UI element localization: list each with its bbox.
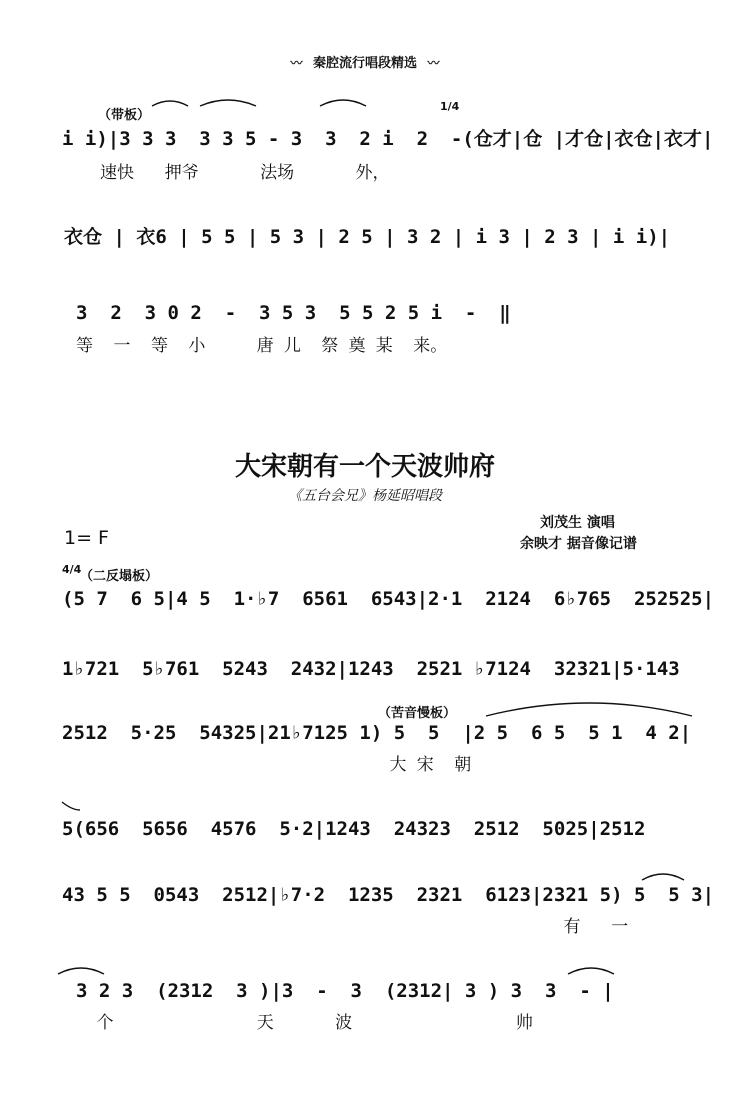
- lyrics-line-9: 个 天 波 帅: [76, 1013, 533, 1033]
- lyrics-line-3: 等 一 等 小 唐 儿 祭 奠 某 来。: [76, 336, 448, 356]
- notation-line-1: i i)|3 3 3 3 3 5 - 3 3 2 i 2 -(仓才|仓 |才仓|衣仓|衣才|: [62, 128, 714, 150]
- slur-mark: [484, 696, 694, 718]
- slur-mark: [318, 98, 368, 108]
- notation-line-8: 43 5 5 0543 2512|♭7·2 1235 2321 6123|2321 5) 5 5 3|: [62, 884, 715, 906]
- slur-mark: [60, 800, 82, 812]
- key-signature: 1= F: [64, 527, 109, 549]
- lyrics-line-6: 大 宋 朝: [62, 755, 472, 775]
- notation-line-2: 衣仓 | 衣6 | 5 5 | 5 3 | 2 5 | 3 2 | i 3 | 2 3 | i i)|: [64, 226, 671, 248]
- tempo-tag-erfan: （二反塌板）: [80, 569, 159, 584]
- transcriber-credit: 余映才 据音像记谱: [520, 536, 637, 552]
- notation-line-3: 3 2 3 0 2 - 3 5 3 5 5 2 5 i - ‖: [76, 302, 511, 324]
- song-title: 大宋朝有一个天波帅府: [234, 452, 495, 482]
- slur-mark: [198, 98, 258, 108]
- slur-mark: [640, 872, 686, 882]
- book-title: 秦腔流行唱段精选: [312, 56, 417, 71]
- singer-credit: 刘茂生 演唱: [540, 515, 615, 531]
- meter-change: 1/4: [440, 100, 460, 113]
- lyrics-line-1: 速快 押爷 法场 外，: [100, 163, 390, 183]
- lyrics-line-8: 有 一: [62, 917, 629, 937]
- tempo-tag-kuyin: （苦音慢板）: [378, 706, 457, 721]
- slur-mark: [56, 966, 106, 976]
- ornament-right-icon: 〰: [427, 56, 440, 70]
- ornament-left-icon: 〰: [290, 56, 303, 70]
- notation-line-7: 5(656 5656 4576 5·2|1243 24323 2512 5025|2512: [62, 818, 646, 840]
- tempo-tag-banban: （带板）: [98, 108, 151, 123]
- meter-signature: 4/4: [62, 563, 82, 576]
- song-subtitle: 《五台会兄》杨延昭唱段: [288, 488, 442, 504]
- slur-mark: [150, 98, 190, 108]
- notation-line-6: 2512 5·25 54325|21♭7125 1) 5 5 |2 5 6 5 5 1 4 2|: [62, 722, 692, 744]
- notation-line-9: 3 2 3 (2312 3 )|3 - 3 (2312| 3 ) 3 3 - |: [76, 980, 614, 1002]
- notation-line-5: 1♭721 5♭761 5243 2432|1243 2521 ♭7124 32321|5·143: [62, 658, 680, 680]
- notation-line-4: (5 7 6 5|4 5 1·♭7 6561 6543|2·1 2124 6♭765 252525|: [62, 588, 715, 610]
- slur-mark: [566, 966, 616, 976]
- book-header: [0, 52, 730, 71]
